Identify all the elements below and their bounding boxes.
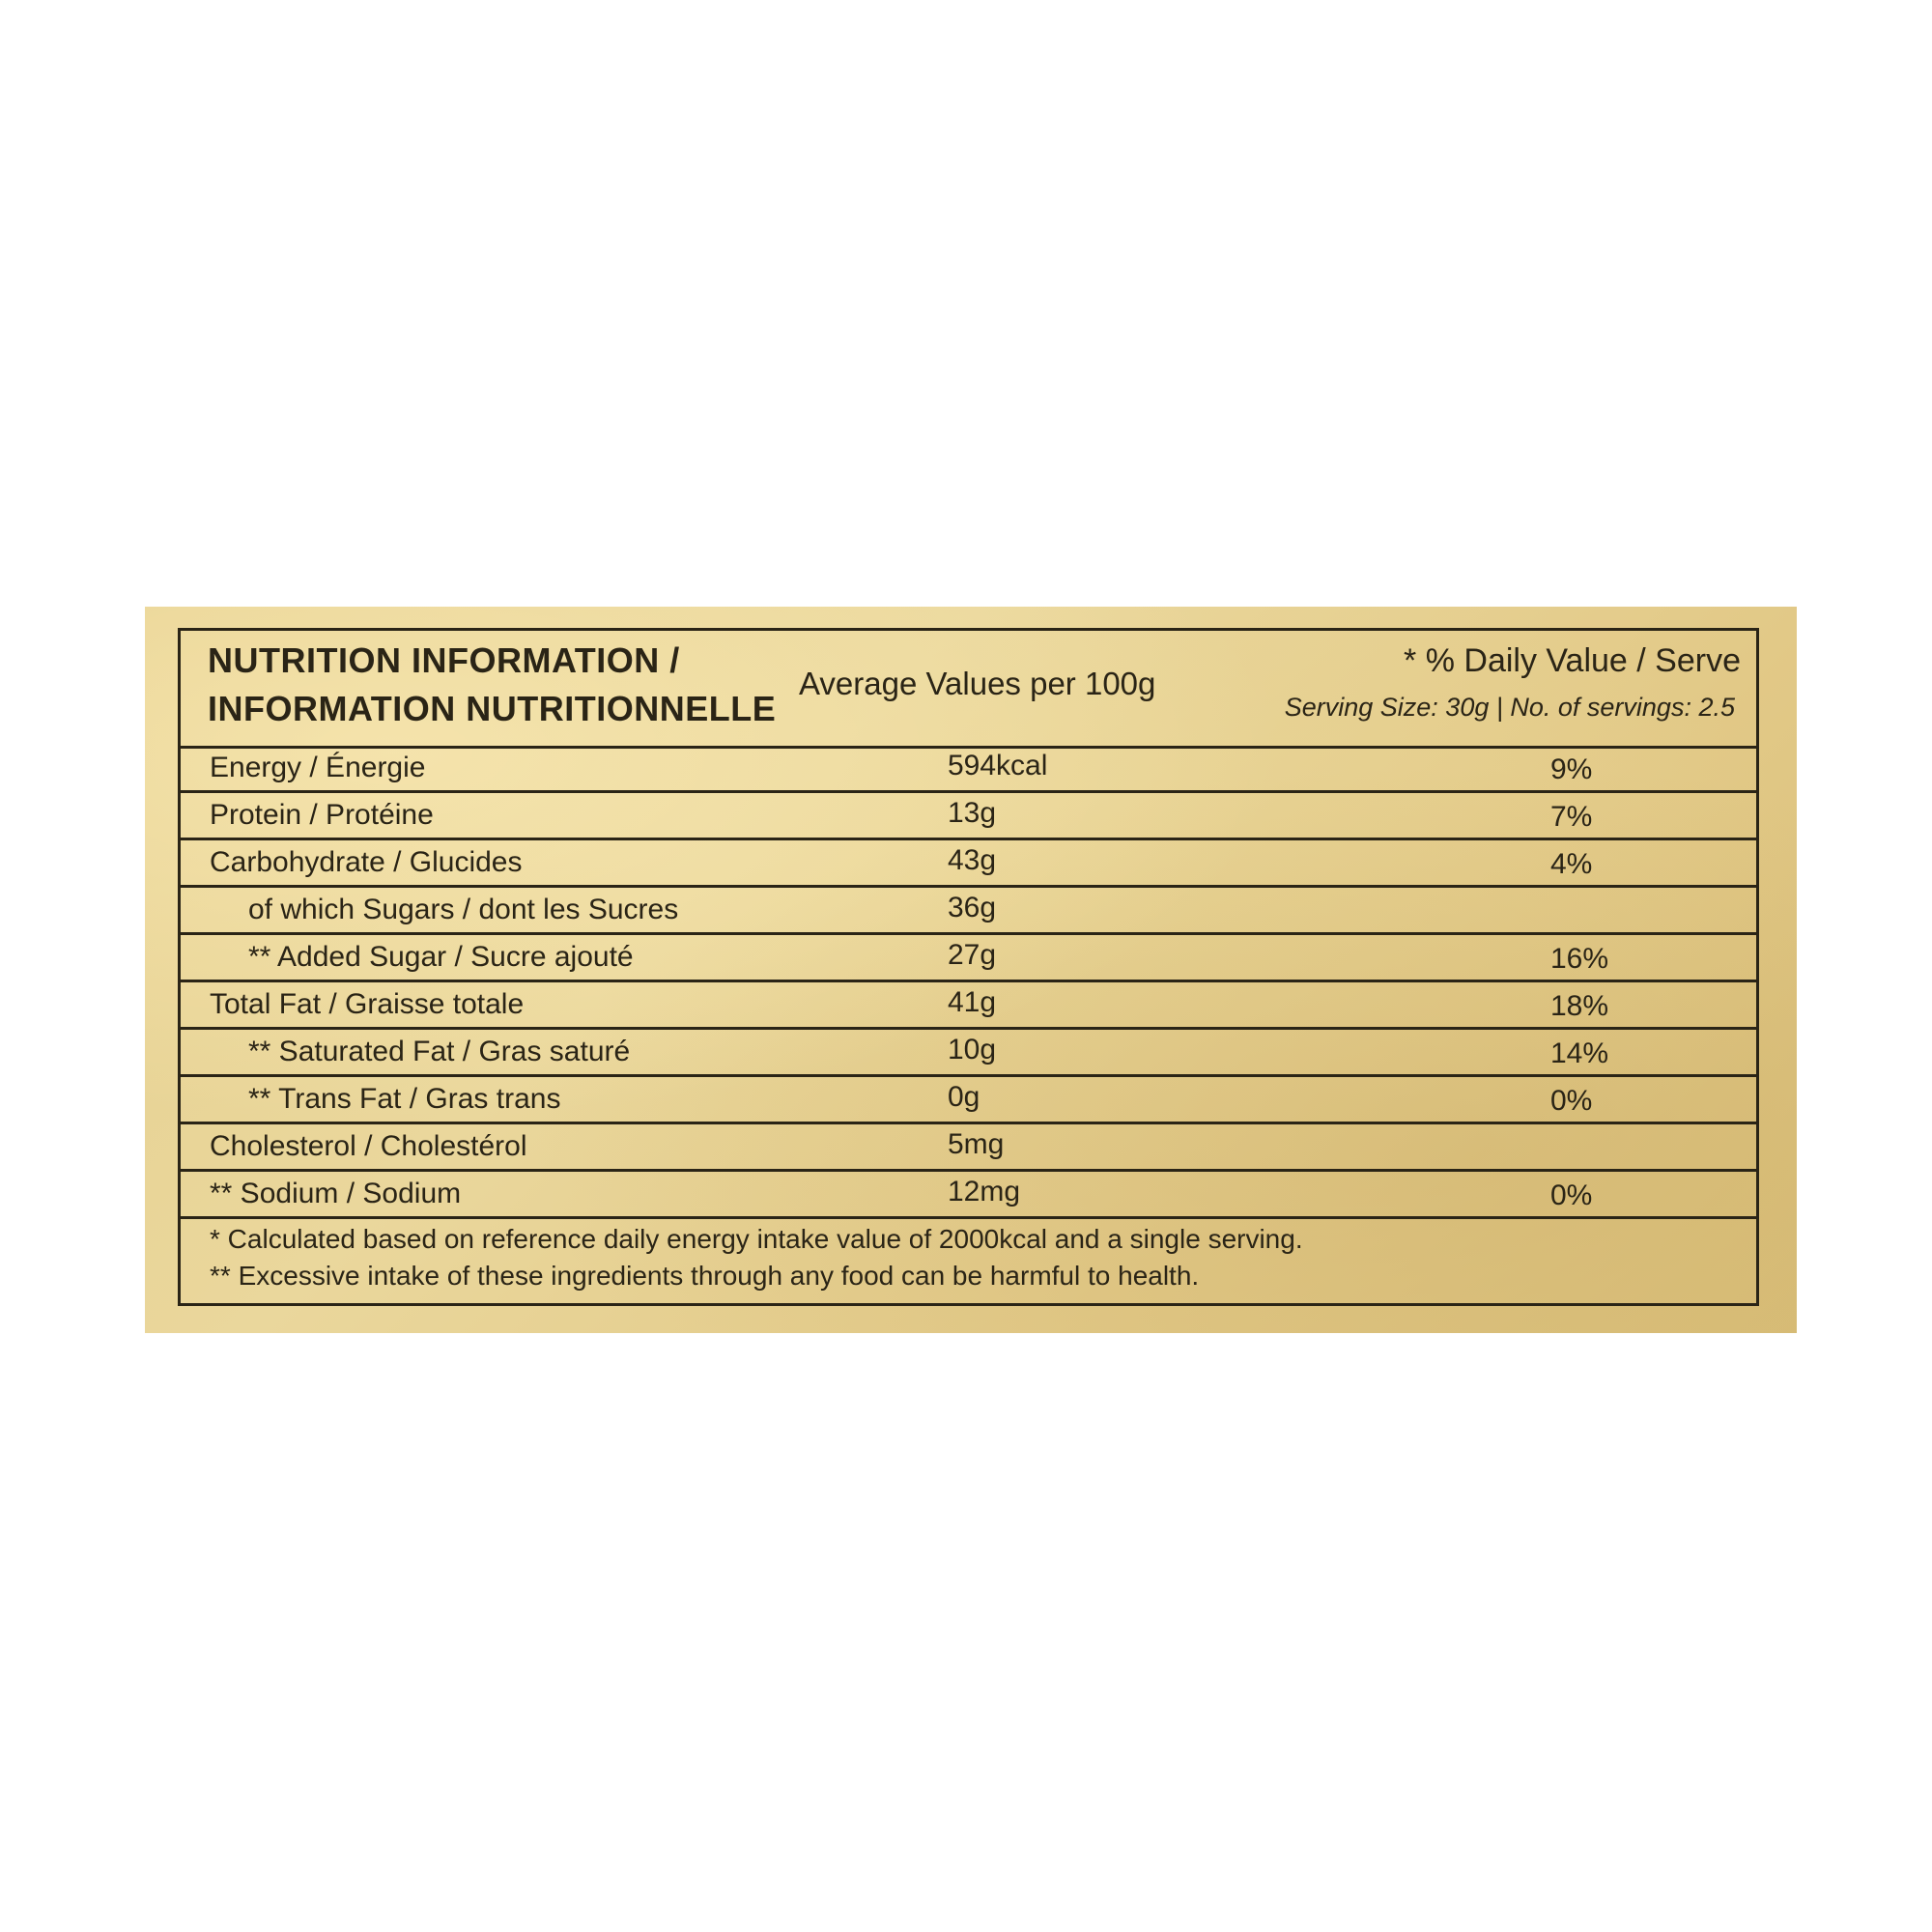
nutrient-value: 0g — [948, 1081, 980, 1113]
nutrient-daily-value: 14% — [1550, 1037, 1609, 1069]
table-row — [181, 1172, 1756, 1219]
footnotes — [210, 1221, 1303, 1294]
nutrient-value: 10g — [948, 1034, 997, 1065]
nutrient-value: 12mg — [948, 1176, 1021, 1208]
nutrient-daily-value: 16% — [1550, 943, 1609, 975]
nutrient-daily-value: 18% — [1550, 990, 1609, 1022]
table-row — [181, 746, 1756, 793]
table-row — [181, 935, 1756, 982]
nutrient-daily-value: 4% — [1550, 848, 1593, 880]
nutrient-value: 43g — [948, 844, 997, 876]
footnote-excessive-intake: ** Excessive intake of these ingredients through any food can be harmful to health. — [210, 1261, 1200, 1291]
nutrient-value: 5mg — [948, 1128, 1005, 1160]
nutrient-value: 27g — [948, 939, 997, 971]
nutrition-table — [178, 628, 1759, 1306]
nutrient-value: 13g — [948, 797, 997, 829]
table-row — [181, 840, 1756, 888]
table-row — [181, 1077, 1756, 1124]
nutrient-name: Total Fat / Graisse totale — [210, 988, 525, 1020]
nutrient-daily-value: 7% — [1550, 801, 1593, 833]
nutrient-daily-value: 0% — [1550, 1179, 1593, 1211]
table-row — [181, 793, 1756, 840]
nutrient-name: ** Trans Fat / Gras trans — [248, 1083, 561, 1115]
nutrient-daily-value: 0% — [1550, 1085, 1593, 1117]
daily-value-header: * % Daily Value / Serve — [1404, 642, 1741, 679]
nutrient-rows — [181, 746, 1756, 1219]
table-row — [181, 982, 1756, 1030]
nutrient-name: Energy / Énergie — [210, 752, 426, 783]
nutrient-name: of which Sugars / dont les Sucres — [248, 894, 679, 925]
footnote-daily-value: * Calculated based on reference daily energy intake value of 2000kcal and a single serving. — [210, 1224, 1303, 1254]
table-header — [181, 631, 1756, 749]
nutrient-value: 36g — [948, 892, 997, 923]
serving-info: Serving Size: 30g | No. of servings: 2.5 — [1284, 693, 1735, 722]
label-title-line-1: NUTRITION INFORMATION / — [208, 640, 680, 680]
table-row — [181, 888, 1756, 935]
table-row — [181, 1124, 1756, 1172]
label-title-line-2: INFORMATION NUTRITIONNELLE — [208, 689, 777, 728]
nutrient-name: ** Sodium / Sodium — [210, 1178, 462, 1209]
average-values-header: Average Values per 100g — [799, 666, 1156, 701]
nutrient-value: 594kcal — [948, 750, 1048, 781]
nutrient-name: ** Added Sugar / Sucre ajouté — [248, 941, 634, 973]
nutrient-value: 41g — [948, 986, 997, 1018]
nutrient-name: ** Saturated Fat / Gras saturé — [248, 1036, 631, 1067]
table-row — [181, 1030, 1756, 1077]
nutrition-label — [145, 607, 1797, 1333]
nutrient-name: Cholesterol / Cholestérol — [210, 1130, 527, 1162]
nutrient-name: Carbohydrate / Glucides — [210, 846, 523, 878]
nutrient-daily-value: 9% — [1550, 753, 1593, 785]
nutrient-name: Protein / Protéine — [210, 799, 434, 831]
